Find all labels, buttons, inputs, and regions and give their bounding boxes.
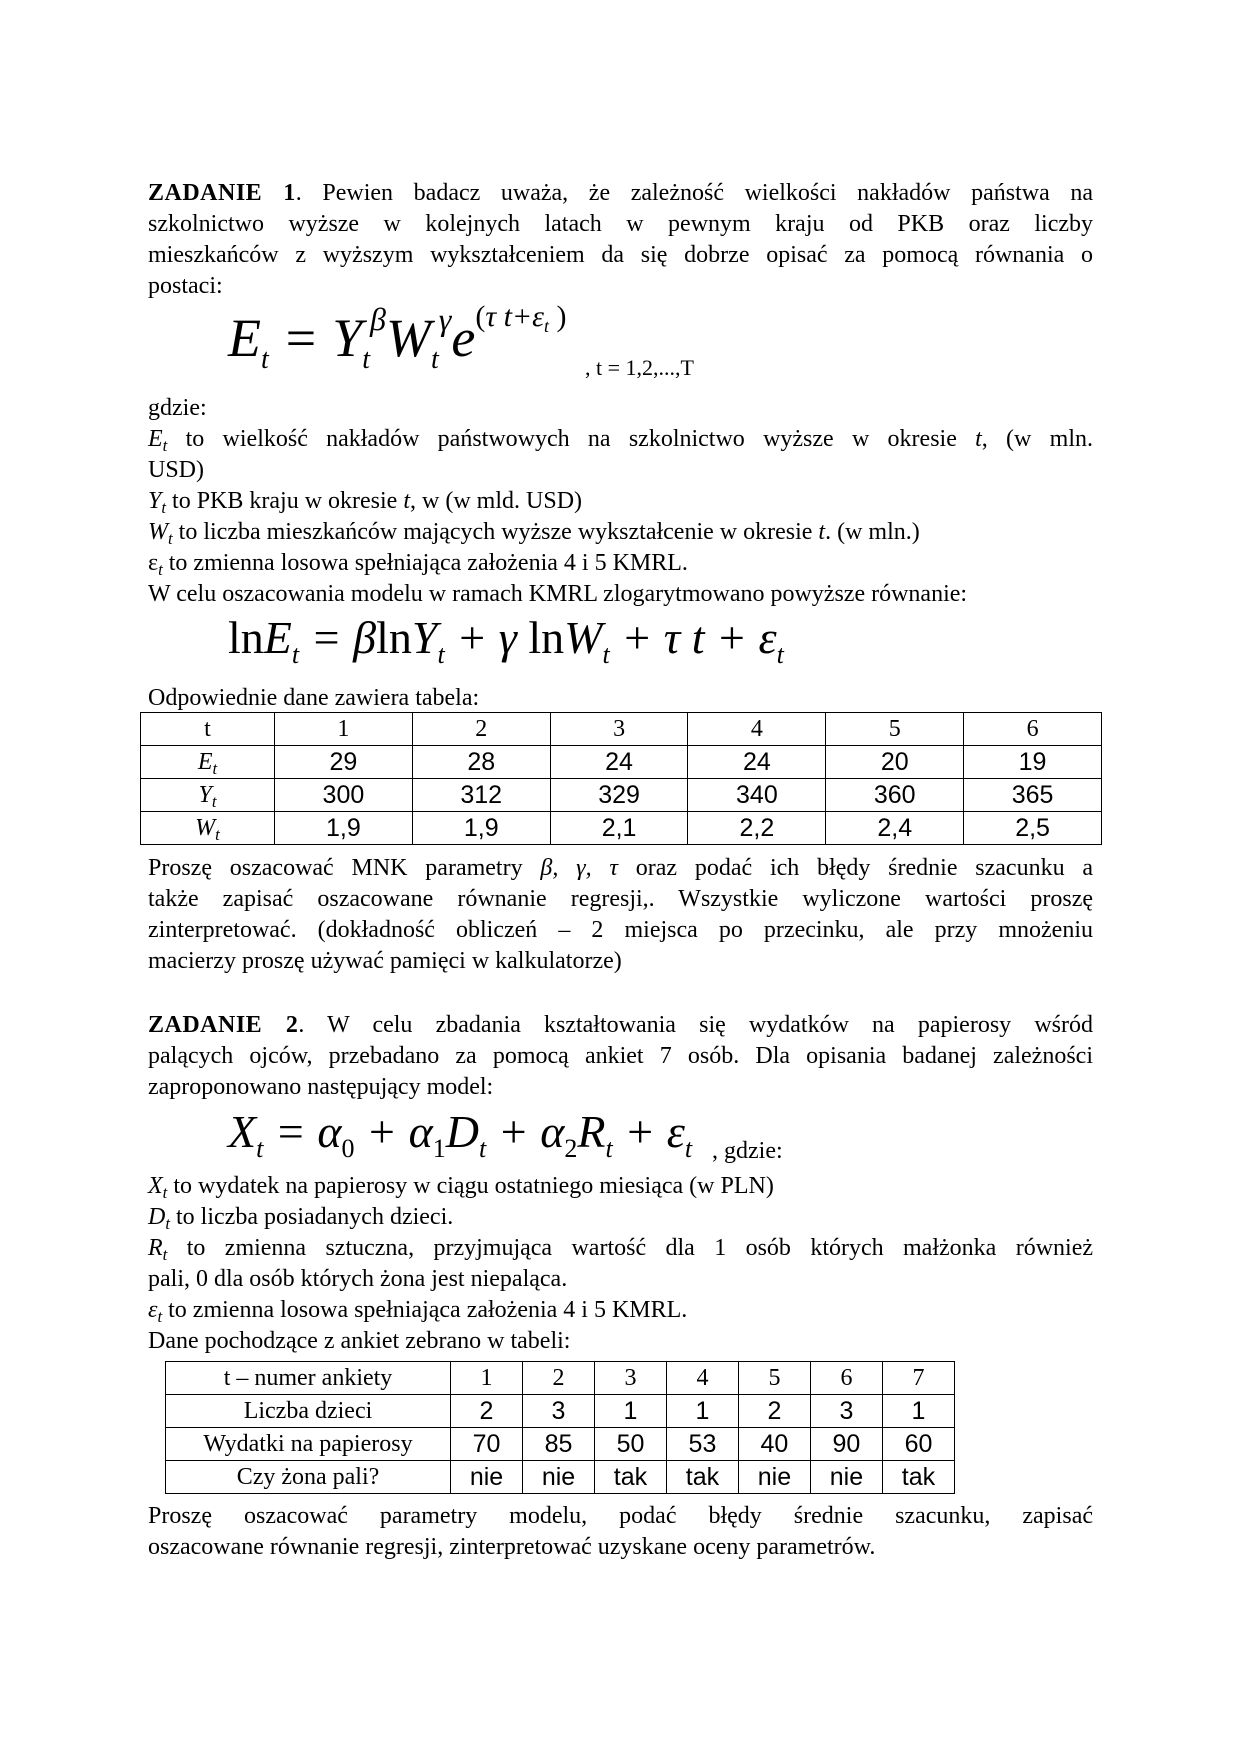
table-header-cell: 2 (523, 1362, 595, 1395)
table-cell: 3 (523, 1395, 595, 1428)
table-cell: 90 (810, 1428, 882, 1461)
task2-def-R: $R_t$ to zmienna sztuczna, przyjmująca wartość dla 1 osób których małżonka również (148, 1235, 1093, 1264)
task1-instruction-line-3: zinterpretować. (dokładność obliczeń – 2 miejsca po przecinku, ale przy mnożeniu (148, 917, 1093, 943)
task2-instructions (148, 1501, 1093, 1563)
task1-instructions (148, 853, 1093, 977)
table-header-cell: 1 (275, 713, 413, 746)
table-cell: 1,9 (275, 812, 413, 845)
task2-equation-gdzie: , gdzie: (712, 1138, 783, 1164)
table-row (166, 1428, 955, 1461)
table-cell: 2,5 (964, 812, 1102, 845)
task2-table-intro: Dane pochodzące z ankiet zebrano w tabeli: (148, 1328, 571, 1354)
task1-data-table (140, 712, 1102, 845)
table-header-cell: t (141, 713, 275, 746)
task2-def-X: $X_t$ to wydatek na papierosy w ciągu ostatniego miesiąca (w PLN) (148, 1173, 774, 1202)
table-cell: 2 (451, 1395, 523, 1428)
table-cell: 24 (688, 746, 826, 779)
table-row-label: $Y_t$ (141, 779, 275, 812)
table-cell: 20 (826, 746, 964, 779)
table-header-cell: 2 (412, 713, 550, 746)
task2-intro-line-1: ZADANIE 2. W celu zbadania kształtowania się wydatków na papierosy wśród (148, 1012, 1093, 1038)
table-cell: 70 (451, 1428, 523, 1461)
table-cell: 60 (882, 1428, 954, 1461)
table-cell: 300 (275, 779, 413, 812)
table-row-label: $W_t$ (141, 812, 275, 845)
table-cell: 2 (738, 1395, 810, 1428)
table-header-cell: 1 (451, 1362, 523, 1395)
table-row (141, 812, 1102, 845)
task1-instruction-line-4: macierzy proszę używać pamięci w kalkulatorze) (148, 948, 622, 974)
table-cell: 24 (550, 746, 688, 779)
table-cell: tak (595, 1461, 667, 1494)
table-cell: 53 (666, 1428, 738, 1461)
task2-instruction-line-2: oszacowane równanie regresji, zinterpretować uzyskane oceny parametrów. (148, 1534, 876, 1560)
table-cell: nie (738, 1461, 810, 1494)
table-header-cell: 5 (826, 713, 964, 746)
task1-def-E-cont: USD) (148, 457, 205, 483)
task2-def-D: $D_t$ to liczba posiadanych dzieci. (148, 1204, 454, 1233)
task1-definitions (148, 393, 1093, 610)
table-row (166, 1461, 955, 1494)
task1-equation-range: , t = 1,2,...,T (585, 355, 694, 380)
table-cell: 312 (412, 779, 550, 812)
task2-intro-line-2: palących ojców, przebadano za pomocą ankiet 7 osób. Dla opisania badanej zależności (148, 1043, 1093, 1069)
table-cell: 340 (688, 779, 826, 812)
table-header-cell: 3 (550, 713, 688, 746)
table-cell: nie (451, 1461, 523, 1494)
table-cell: 3 (810, 1395, 882, 1428)
task1-def-E: $E_t$ to wielkość nakładów państwowych na szkolnictwo wyższe w okresie t, (w mln. (148, 426, 1093, 455)
table-cell: 1 (882, 1395, 954, 1428)
table-cell: 1 (666, 1395, 738, 1428)
table-header-cell: 4 (666, 1362, 738, 1395)
task1-heading: ZADANIE 1 (148, 180, 296, 206)
table-cell: tak (882, 1461, 954, 1494)
table-header-cell: 6 (964, 713, 1102, 746)
task1-table-intro: Odpowiednie dane zawiera tabela: (148, 685, 480, 711)
table-cell: 28 (412, 746, 550, 779)
table-cell: 360 (826, 779, 964, 812)
table-cell: nie (810, 1461, 882, 1494)
table-cell: 1 (595, 1395, 667, 1428)
table-cell: 29 (275, 746, 413, 779)
table-row (141, 746, 1102, 779)
table-row-label: Wydatki na papierosy (166, 1428, 451, 1461)
table-cell: 85 (523, 1428, 595, 1461)
table-cell: 365 (964, 779, 1102, 812)
task2-model-equation: $X_t = \alpha_0 + \alpha_1D_t + \alpha_2R_t + \varepsilon_t$ (228, 1106, 693, 1163)
task1-log-equation: lnE$_t$ = βlnY$_t$ + γ lnW$_t$ + τ $t + \varepsilon_t$ (228, 612, 784, 669)
task2-heading: ZADANIE 2 (148, 1012, 299, 1038)
task2-survey-table (165, 1361, 955, 1494)
task2-def-epsilon: $\varepsilon_t$ to zmienna losowa spełniająca założenia 4 i 5 KMRL. (148, 1297, 688, 1326)
table-row (166, 1362, 955, 1395)
table-cell: 2,1 (550, 812, 688, 845)
task1-instruction-line-2: także zapisać oszacowane równanie regresji,. Wszystkie wyliczone wartości proszę (148, 886, 1093, 912)
table-row (141, 713, 1102, 746)
table-header-cell: 5 (738, 1362, 810, 1395)
table-cell: 50 (595, 1428, 667, 1461)
task1-intro-line-2: szkolnictwo wyższe w kolejnych latach w pewnym kraju od PKB oraz liczby (148, 211, 1093, 237)
table-cell: nie (523, 1461, 595, 1494)
table-header-cell: 4 (688, 713, 826, 746)
task2-def-R-cont: pali, 0 dla osób których żona jest niepaląca. (148, 1266, 568, 1292)
table-cell: 40 (738, 1428, 810, 1461)
table-cell: tak (666, 1461, 738, 1494)
task1-intro (148, 178, 1093, 302)
table-header-cell: 3 (595, 1362, 667, 1395)
task1-def-Y: $Y_t$ to PKB kraju w okresie t, w (w mld. USD) (148, 488, 583, 517)
table-cell: 2,2 (688, 812, 826, 845)
table-header-cell: 7 (882, 1362, 954, 1395)
task2-intro-line-3: zaproponowano następujący model: (148, 1074, 494, 1100)
table-cell: 2,4 (826, 812, 964, 845)
task1-def-epsilon: $\varepsilon_t$ to zmienna losowa spełniająca założenia 4 i 5 KMRL. (148, 550, 688, 579)
task1-log-intro: W celu oszacowania modelu w ramach KMRL zlogarytmowano powyższe równanie: (148, 581, 968, 607)
task2-definitions (148, 1171, 1093, 1357)
task1-intro-line-3: mieszkańców z wyższym wykształceniem da się dobrze opisać za pomocą równania o (148, 242, 1093, 268)
task2-intro (148, 1010, 1093, 1103)
table-header-cell: t – numer ankiety (166, 1362, 451, 1395)
table-cell: 329 (550, 779, 688, 812)
table-cell: 19 (964, 746, 1102, 779)
table-row-label: Liczba dzieci (166, 1395, 451, 1428)
table-row (141, 779, 1102, 812)
table-row-label: $E_t$ (141, 746, 275, 779)
task1-def-W: $W_t$ to liczba mieszkańców mających wyższe wykształcenie w okresie t. (w mln.) (148, 519, 920, 548)
table-cell: 1,9 (412, 812, 550, 845)
task1-model-equation: $E_t = Y_t^\beta W_t^\gamma e^{(\tau t+\varepsilon_t )}$ (228, 300, 567, 375)
table-header-cell: 6 (810, 1362, 882, 1395)
task1-intro-line-1: ZADANIE 1. Pewien badacz uważa, że zależność wielkości nakładów państwa na (148, 180, 1093, 206)
table-row-label: Czy żona pali? (166, 1461, 451, 1494)
task1-instruction-line-1: Proszę oszacować MNK parametry β, γ, τ oraz podać ich błędy średnie szacunku a (148, 855, 1094, 881)
task1-gdzie: gdzie: (148, 395, 207, 421)
table-row (166, 1395, 955, 1428)
task1-intro-line-4: postaci: (148, 273, 223, 299)
task2-instruction-line-1: Proszę oszacować parametry modelu, podać błędy średnie szacunku, zapisać (148, 1503, 1093, 1529)
